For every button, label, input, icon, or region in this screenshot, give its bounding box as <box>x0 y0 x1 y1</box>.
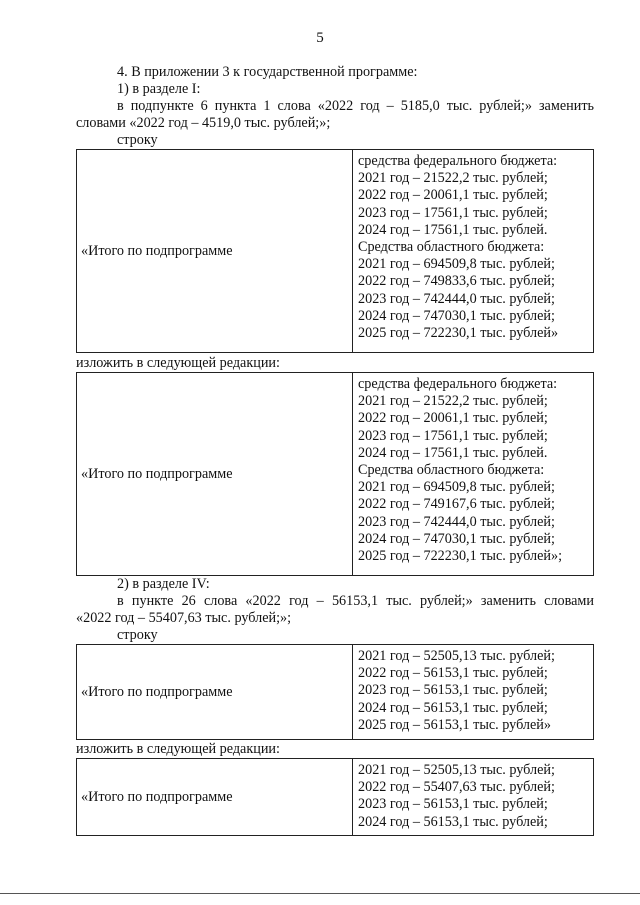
table-line: 2021 год – 21522,2 тыс. рублей; <box>358 393 548 410</box>
table-line: 2022 год – 749833,6 тыс. рублей; <box>358 273 555 290</box>
table-line: 2022 год – 56153,1 тыс. рублей; <box>358 665 548 682</box>
table-line: 2023 год – 56153,1 тыс. рублей; <box>358 682 548 699</box>
page-bottom-rule <box>0 893 640 894</box>
subsection-2-heading: 2) в разделе IV: <box>117 576 210 592</box>
subsection-1-text-line-2: словами «2022 год – 4519,0 тыс. рублей;»; <box>76 115 331 131</box>
table-line: 2025 год – 722230,1 тыс. рублей»; <box>358 547 563 564</box>
subsection-1-heading: 1) в разделе I: <box>117 81 201 97</box>
table-line: 2021 год – 21522,2 тыс. рублей; <box>358 170 548 187</box>
table-line: 2025 год – 722230,1 тыс. рублей» <box>358 324 559 341</box>
table-line: 2024 год – 747030,1 тыс. рублей; <box>358 307 555 324</box>
table-right-cell <box>353 645 593 734</box>
table-line: 2023 год – 742444,0 тыс. рублей; <box>358 290 555 307</box>
table-line: 2022 год – 749167,6 тыс. рублей; <box>358 496 555 513</box>
table-line: 2022 год – 55407,63 тыс. рублей; <box>358 779 555 796</box>
table-revised-totals <box>76 372 594 576</box>
izlozhit-label-2: изложить в следующей редакции: <box>76 741 280 757</box>
table-line: 2024 год – 17561,1 тыс. рублей. <box>358 444 548 461</box>
table-line: 2023 год – 17561,1 тыс. рублей; <box>358 427 548 444</box>
table-line: 2023 год – 17561,1 тыс. рублей; <box>358 204 548 221</box>
table-left-cell: «Итого по подпрограмме <box>77 645 353 739</box>
table-line: 2024 год – 17561,1 тыс. рублей. <box>358 221 548 238</box>
subsection-1-text-line-1: в подпункте 6 пункта 1 слова «2022 год – 5185,0 тыс. рублей;» заменить <box>117 98 594 114</box>
stroku-label-2: строку <box>117 627 158 643</box>
table-original-totals <box>76 149 594 353</box>
table-right-cell <box>353 150 593 342</box>
table-right-cell <box>353 373 593 565</box>
table-line: 2022 год – 20061,1 тыс. рублей; <box>358 187 548 204</box>
table-left-cell: «Итого по подпрограмме <box>77 373 353 575</box>
table-line: Средства областного бюджета: <box>358 238 545 255</box>
table-line: 2021 год – 694509,8 тыс. рублей; <box>358 256 555 273</box>
table-line: Средства областного бюджета: <box>358 461 545 478</box>
table-line: 2023 год – 56153,1 тыс. рублей; <box>358 796 548 813</box>
table-line: 2025 год – 56153,1 тыс. рублей» <box>358 716 551 733</box>
table-revised-section4 <box>76 758 594 836</box>
table-line: 2024 год – 56153,1 тыс. рублей; <box>358 813 548 830</box>
table-line: средства федерального бюджета: <box>358 376 558 392</box>
table-line: 2022 год – 20061,1 тыс. рублей; <box>358 410 548 427</box>
section-heading: 4. В приложении 3 к государственной программе: <box>117 64 418 80</box>
table-left-cell: «Итого по подпрограмме <box>77 150 353 352</box>
table-line: 2024 год – 56153,1 тыс. рублей; <box>358 699 548 716</box>
table-right-cell <box>353 759 593 831</box>
table-left-cell: «Итого по подпрограмме <box>77 759 353 835</box>
table-line: 2023 год – 742444,0 тыс. рублей; <box>358 513 555 530</box>
subsection-2-text-line-1: в пункте 26 слова «2022 год – 56153,1 тыс. рублей;» заменить словами <box>117 593 594 609</box>
izlozhit-label: изложить в следующей редакции: <box>76 355 280 371</box>
table-line: 2021 год – 52505,13 тыс. рублей; <box>358 762 555 778</box>
subsection-2-text-line-2: «2022 год – 55407,63 тыс. рублей;»; <box>76 610 292 626</box>
table-line: 2021 год – 694509,8 тыс. рублей; <box>358 479 555 496</box>
table-line: 2021 год – 52505,13 тыс. рублей; <box>358 648 555 664</box>
table-original-section4 <box>76 644 594 740</box>
table-line: 2024 год – 747030,1 тыс. рублей; <box>358 530 555 547</box>
page-number: 5 <box>316 30 324 46</box>
table-line: средства федерального бюджета: <box>358 153 558 169</box>
stroku-label: строку <box>117 132 158 148</box>
